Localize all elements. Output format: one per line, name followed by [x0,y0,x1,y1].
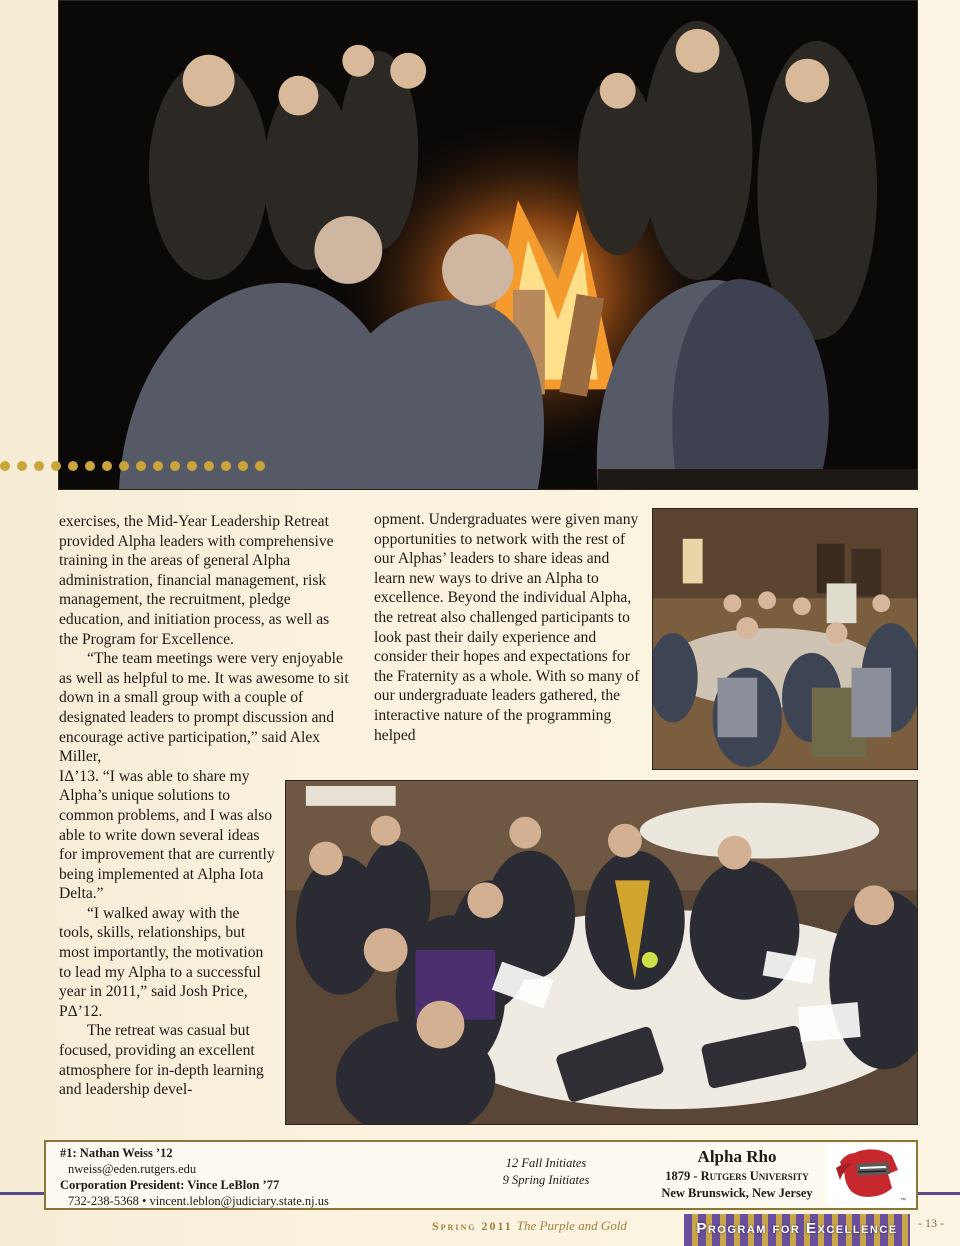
number-one-name: #1: Nathan Weiss ’12 [60,1146,173,1160]
issue-label [432,1218,627,1234]
number-one-email: nweiss@eden.rutgers.edu [68,1162,197,1176]
chapter-founding: 1879 - Rutgers University [665,1169,809,1183]
initiate-counts [466,1155,626,1189]
section-banner [684,1214,910,1246]
article-paragraph: opment. Undergraduates were given many opportunities to network with the rest of our Alphas’ leaders to share ideas and learn new ways to drive an Alpha to excellence. Beyond the individual Alpha, the retreat also challenged participants to look past their daily experience and consider their hopes and expectations for the Fraternity as a whole. With so many of our undergraduate leaders gathered, the interactive nature of the programming helped [374,511,640,744]
meeting-photo-small [652,508,918,770]
article-text-fragment: IΔ’13. “I was able to share my Alpha’s unique solutions to common problems, and I was also able to write down several ideas for improvement that are currently being implemented at Alpha Iota Delta.” [59,767,275,903]
article-paragraph [59,649,351,767]
article-right-column [374,510,640,745]
campfire-photo [58,0,918,490]
fall-initiates: 12 Fall Initiates [505,1156,587,1170]
article-paragraph: exercises, the Mid-Year Leadership Retreat provided Alpha leaders with comprehensive training in the areas of general Alpha administration, financial management, risk management, the recruitment, pledge education, and initiation process, as well as the Program for Excellence. [59,513,334,648]
issue-season: Spring 2011 [432,1219,513,1233]
magazine-title: The Purple and Gold [516,1218,627,1233]
chapter-info-box [44,1140,918,1210]
spring-initiates: 9 Spring Initiates [502,1173,590,1187]
article-paragraph: The retreat was casual but focused, providing an excellent atmosphere for in-depth learning and leadership devel- [59,1022,264,1099]
section-title: Program for Excellence [696,1220,898,1237]
chapter-location: New Brunswick, New Jersey [661,1186,813,1200]
scarlet-knight-logo-icon [828,1144,916,1207]
page-number: - 13 - [918,1216,944,1230]
chapter-contacts [60,1145,329,1209]
chapter-identity [652,1146,822,1202]
article-paragraph: “I walked away with the tools, skills, relationships, but most importantly, the motivation to lead my Alpha to a successful year in 2011,” said Josh Price, PΔ’12. [59,904,264,1020]
corporation-president-contact: 732-238-5368 • vincent.leblon@judiciary.state.nj.us [68,1194,329,1208]
meeting-photo-large [285,780,918,1125]
chapter-name: Alpha Rho [697,1147,777,1166]
corporation-president: Corporation President: Vince LeBlon ’77 [60,1178,280,1192]
decorative-dot-rule [0,459,290,473]
svg-text:™: ™ [900,1198,906,1204]
article-text-fragment: “The team meetings were very enjoyable as well as helpful to me. It was awesome to sit down in a small group with a couple of designated leaders to prompt discussion and encourage active participation,” said Alex Miller, [59,650,349,766]
